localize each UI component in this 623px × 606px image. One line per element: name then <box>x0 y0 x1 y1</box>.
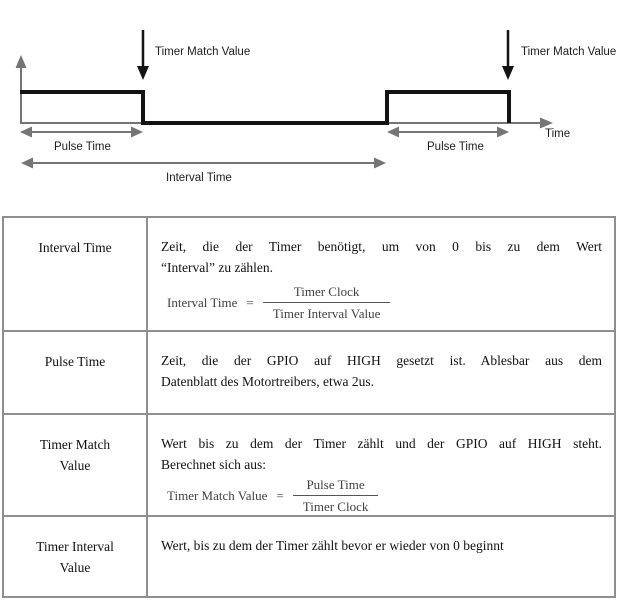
term-cell <box>3 414 147 516</box>
interval-time-arrow <box>21 158 386 169</box>
term-label: Timer Match Value <box>39 437 111 473</box>
timer-match-value-label-left: Timer Match Value <box>155 46 251 58</box>
pulse-time-arrow-right <box>387 127 509 138</box>
description-cell <box>147 414 615 516</box>
description-cell <box>147 217 615 331</box>
formula-lhs: Timer Match Value <box>167 488 268 503</box>
term-cell <box>3 331 147 414</box>
description-cell <box>147 331 615 414</box>
table-row-interval-time <box>3 217 615 331</box>
pulse-time-label-right: Pulse Time <box>427 141 484 153</box>
term-cell <box>3 516 147 597</box>
timer-match-value-formula <box>167 477 602 514</box>
timer-definitions-table <box>2 216 616 598</box>
term-label: Timer Interval Value <box>36 539 114 575</box>
timer-match-down-arrow-right <box>502 30 514 80</box>
description-line: Zeit, die der GPIO auf HIGH gesetzt ist. Ablesbar aus dem <box>161 353 602 368</box>
description-cell <box>147 516 615 597</box>
term-label: Pulse Time <box>44 354 106 369</box>
table-row-pulse-time <box>3 331 615 414</box>
table-row-timer-match-value <box>3 414 615 516</box>
description-line: “Interval” zu zählen. <box>161 260 274 275</box>
timing-diagram-canvas <box>0 0 623 210</box>
description-line: Wert, bis zu dem der Timer zählt bevor er wieder von 0 beginnt <box>161 538 504 553</box>
pulse-time-arrow-left <box>20 127 143 138</box>
description-line: Wert bis zu dem der Timer zählt und der GPIO auf HIGH steht. <box>161 436 602 451</box>
formula-denominator: Timer Interval Value <box>272 306 381 321</box>
pulse-waveform <box>20 92 509 123</box>
formula-denominator: Timer Clock <box>302 499 369 514</box>
description-line: Zeit, die der Timer benötigt, um von 0 bis zu dem Wert <box>161 239 602 254</box>
description-line: Datenblatt des Motortreibers, etwa 2us. <box>161 374 374 389</box>
timing-diagram <box>0 0 623 210</box>
formula-fraction <box>263 284 391 321</box>
pulse-time-label-left: Pulse Time <box>54 141 111 153</box>
formula-fraction <box>293 477 379 514</box>
formula-equals: = <box>246 295 254 310</box>
formula-numerator: Timer Clock <box>263 284 391 303</box>
timer-match-value-label-right: Timer Match Value <box>521 46 617 58</box>
formula-numerator: Pulse Time <box>293 477 379 496</box>
term-label: Interval Time <box>38 240 112 255</box>
table-row-timer-interval-value <box>3 516 615 597</box>
description-line: Berechnet sich aus: <box>161 457 266 472</box>
time-axis-label: Time <box>545 128 571 140</box>
term-cell <box>3 217 147 331</box>
interval-time-formula <box>167 284 602 321</box>
timer-match-down-arrow-left <box>137 30 149 80</box>
formula-equals: = <box>276 488 284 503</box>
value-axis <box>16 55 27 123</box>
interval-time-label: Interval Time <box>166 172 232 184</box>
formula-lhs: Interval Time <box>167 295 238 310</box>
